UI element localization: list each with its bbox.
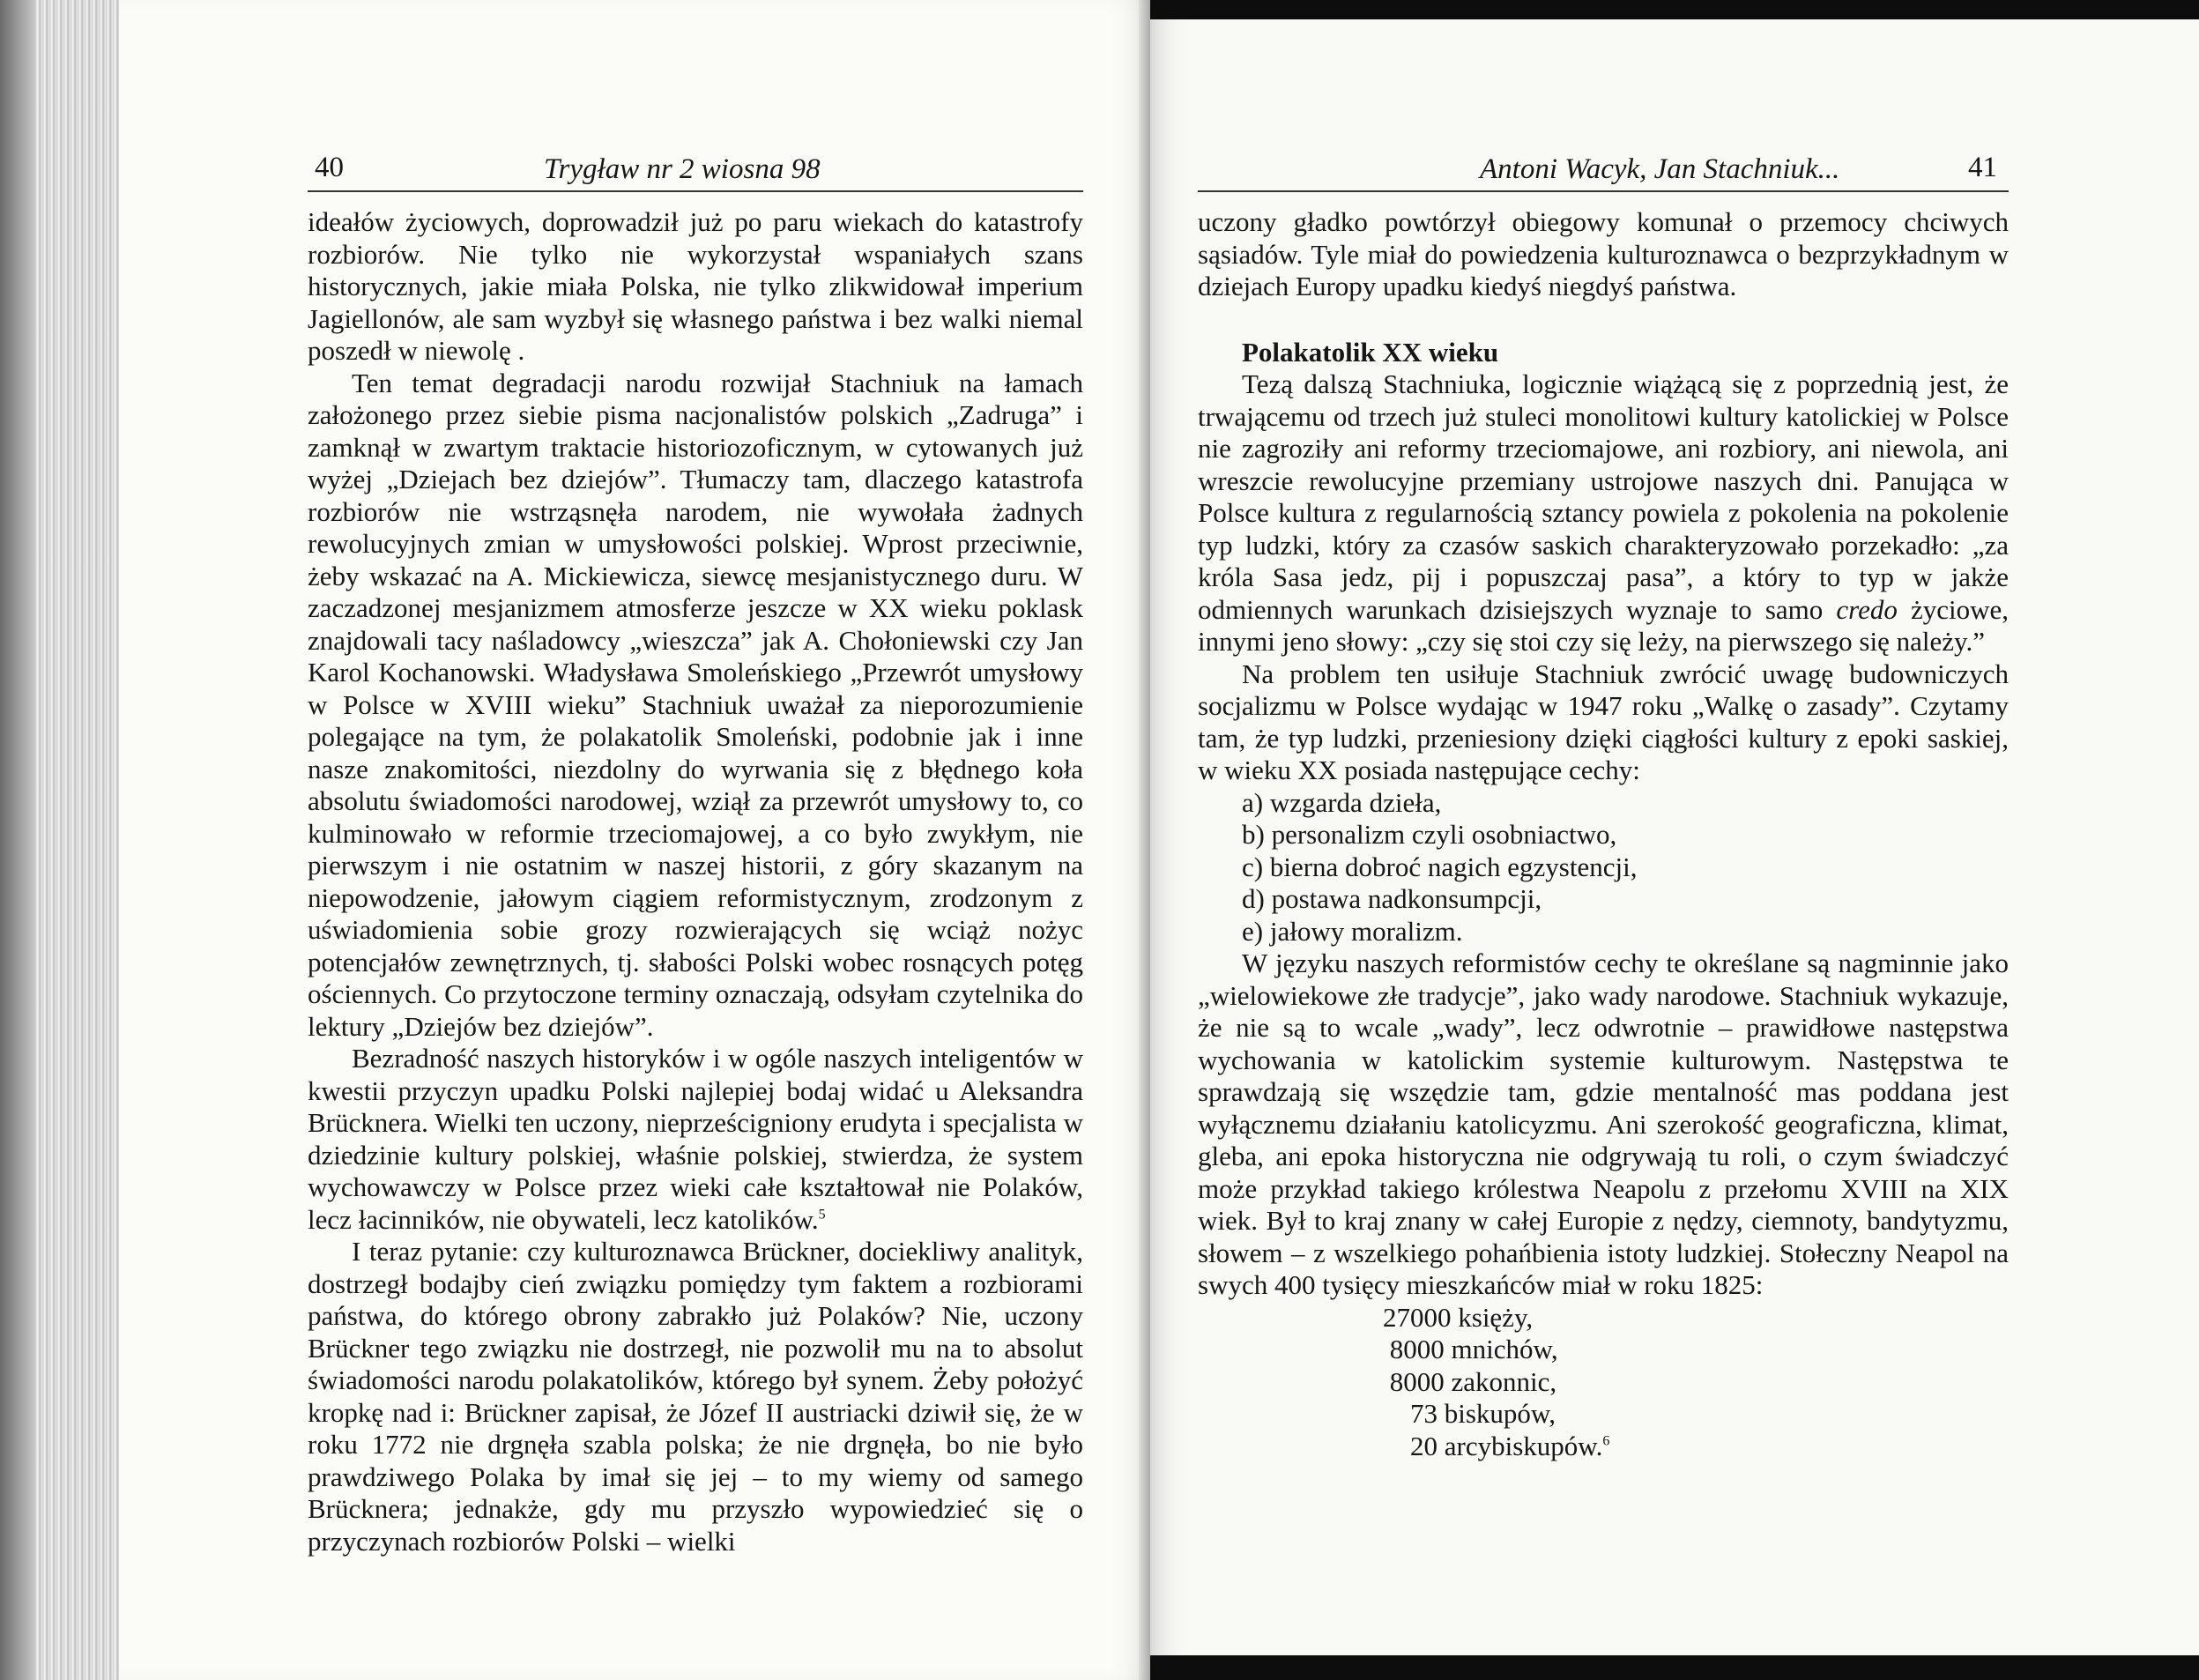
paragraph (1198, 368, 2009, 658)
header-rule (308, 190, 1083, 192)
running-head: Trygław nr 2 wiosna 98 (544, 153, 821, 185)
section-spacer (1198, 303, 2009, 337)
stat-line: 8000 mnichów, (1383, 1334, 1558, 1364)
right-page-header (1198, 152, 2009, 192)
left-page-header (315, 152, 1081, 192)
stat-line: 73 biskupów, (1383, 1398, 1556, 1429)
right-text-column (1198, 206, 2009, 1462)
list-item: b) personalizm czyli osobniactwo, (1242, 819, 1617, 850)
statistics-list (1383, 1302, 2009, 1463)
paragraph-text: życiowe, innymi jeno słowy: „czy się stoi czy się leży, na pierwszego się należy.” (1198, 593, 2010, 657)
running-head: Antoni Wacyk, Jan Stachniuk... (1480, 153, 1840, 185)
edge-shadow (0, 0, 35, 1680)
footnote-marker: 5 (818, 1207, 826, 1223)
paragraph: Na problem ten usiłuje Stachniuk zwrócić uwagę budowniczych socjalizmu w Polsce wydając w 1947 roku „Walkę o zasady”. Czytamy tam, że typ ludzki, przeniesiony dzięki ciągłości kultury z epoki saskiej, w wieku XX posiada następujące cechy: (1198, 658, 2009, 785)
page-number: 40 (315, 152, 344, 183)
list-item: d) postawa nadkonsumpcji, (1242, 883, 1542, 914)
stat-line: 27000 księży, (1383, 1301, 1534, 1333)
section-heading: Polakatolik XX wieku (1242, 336, 1499, 368)
paragraph-text: Tezą dalszą Stachniuka, logicznie wiążącą się z poprzednią jest, że trwającemu od trzech już stuleci monolitowi kultury katolickiej w Polsce nie zagroziły ani reformy trzeciomajowe, ani rozbiory, ani niewola, ani wreszcie rewolucyjne przemiany ustrojowe naszych dni. Panująca w Polsce kultura z regularnością sztancy powiela z pokolenia na pokolenie typ ludzki, który za czasów saskich charakteryzowało porzekadło: „za króla Sasa jedz, pij i popuszczaj pasa”, a który to typ w jakże odmiennych warunkach dzisiejszych wyznaje to samo (1198, 368, 2009, 625)
header-rule (1198, 190, 2009, 192)
scan-bottom-border (1150, 1655, 2199, 1680)
left-page (119, 0, 1150, 1680)
paragraph-text: Bezradność naszych historyków i w ogóle naszych inteligentów w kwestii przyczyn upadku Polski najlepiej bodaj widać u Aleksandra Brücknera. Wielki ten uczony, nieprześcigniony erudyta i specjalista w dziedzinie kultury polskiej, właśnie polskiej, stwierdza, że system wychowawczy w Polsce przez wieki całe kształtował nie Polaków, lecz łacinników, nie obywateli, lecz katolików. (308, 1043, 1083, 1235)
paragraph: W języku naszych reformistów cechy te określane są nagminnie jako „wielowiekowe złe tradycje”, jako wady narodowe. Stachniuk wykazuje, że nie są to wcale „wady”, lecz odwrotnie – prawidłowe następstwa wychowania w katolickim systemie kulturowym. Następstwa te sprawdzają się wszędzie tam, gdzie mentalność mas poddana jest wyłącznemu działaniu katolicyzmu. Ani szerokość geograficzna, klimat, gleba, ani epoka historyczna nie odgrywają tu roli, o czym świadczyć może przykład takiego królestwa Neapolu z przełomu XVIII na XIX wiek. Był to kraj znany w całej Europie z nędzy, ciemnoty, bandytyzmu, słowem – z wszelkiego pohańbienia istoty ludzkiej. Stołeczny Neapol na swych 400 tysięcy mieszkańców miał w roku 1825: (1198, 948, 2009, 1300)
list-item: a) wzgarda dzieła, (1242, 786, 1442, 818)
paragraph: ideałów życiowych, doprowadził już po paru wiekach do katastrofy rozbiorów. Nie tylko nie wykorzystał wspaniałych szans historycznych, jakie miała Polska, nie tylko zlikwidował imperium Jagiellonów, ale sam wyzbył się własnego państwa i bez walki niemal poszedł w niewolę . (308, 206, 1083, 366)
scan-top-border (1150, 0, 2199, 19)
paragraph (308, 1043, 1083, 1236)
paragraph: uczony gładko powtórzył obiegowy komunał o przemocy chciwych sąsiadów. Tyle miał do powiedzenia kulturoznawca o bezprzykładnym w dziejach Europy upadku kiedyś niegdyś państwa. (1198, 206, 2009, 301)
stat-line (1383, 1431, 2009, 1463)
paragraph: I teraz pytanie: czy kulturoznawca Brückner, dociekliwy analityk, dostrzegł bodajby cień związku pomiędzy tym faktem a rozbiorami państwa, do którego obrony zabrakło już Polaków? Nie, uczony Brückner tego związku nie dostrzegł, nie pozwolił mu na to absolut świadomości narodu polakatolików, którego był synem. Żeby położyć kropkę nad i: Brückner zapisał, że Józef II austriacki dziwił się, że w roku 1772 nie drgnęła szabla polska; że nie drgnęła, bo nie było prawdziwego Polaka by imał się jej – to my wiemy od samego Brücknera; jednakże, gdy mu przyszło wypowiedzieć się o przyczynach rozbiorów Polski – wielki (308, 1236, 1083, 1557)
right-page (1150, 0, 2199, 1680)
footnote-marker: 6 (1602, 1433, 1610, 1449)
paragraph: Ten temat degradacji narodu rozwijał Stachniuk na łamach założonego przez siebie pisma nacjonalistów polskich „Zadruga” i zamknął w zwartym traktacie historiozoficznym, w cytowanych już wyżej „Dziejach bez dziejów”. Tłumaczy tam, dlaczego katastrofa rozbiorów nie wstrząsnęła narodem, nie wywołała żadnych rewolucyjnych zmian w umysłowości polskiej. Wprost przeciwnie, żeby wskazać na A. Mickiewicza, siewcę mesjanistycznego duru. W zaczadzonej mesjanizmem atmosferze jeszcze w XX wieku poklask znajdowali tacy naśladowcy „wieszcza” jak A. Chołoniewski czy Jan Karol Kochanowski. Władysława Smoleńskiego „Przewrót umysłowy w Polsce w XVIII wieku” Stachniuk uważał za nieporozumienie polegające na tym, że polakatolik Smoleński, podobnie jak i inne nasze znakomitości, niezdolny do wyrwania się z błędnego koła absolutu świadomości narodowej, wziął za przewrót umysłowy to, co kulminowało w reformie trzeciomajowej, a co było zwykłym, nie pierwszym i nie ostatnim w naszej historii, z góry skazanym na niepowodzenie, jałowym ciągiem reformistycznym, zrodzonym z uświadomienia sobie grozy rozwierających się wciąż nożyc potencjałów zewnętrznych, tj. słabości Polski wobec rosnących potęg ościennych. Co przytoczone terminy oznaczają, odsyłam czytelnika do lektury „Dziejów bez dziejów”. (308, 367, 1083, 1042)
left-text-column (308, 206, 1083, 1557)
list-item: c) bierna dobroć nagich egzystencji, (1242, 851, 1638, 882)
page-number: 41 (1968, 152, 1997, 183)
stat-line: 8000 zakonnic, (1383, 1365, 1557, 1397)
italic-term: credo (1836, 593, 1898, 625)
stat-text: 20 arcybiskupów. (1383, 1430, 1603, 1461)
list-item: e) jałowy moralizm. (1242, 915, 1463, 947)
